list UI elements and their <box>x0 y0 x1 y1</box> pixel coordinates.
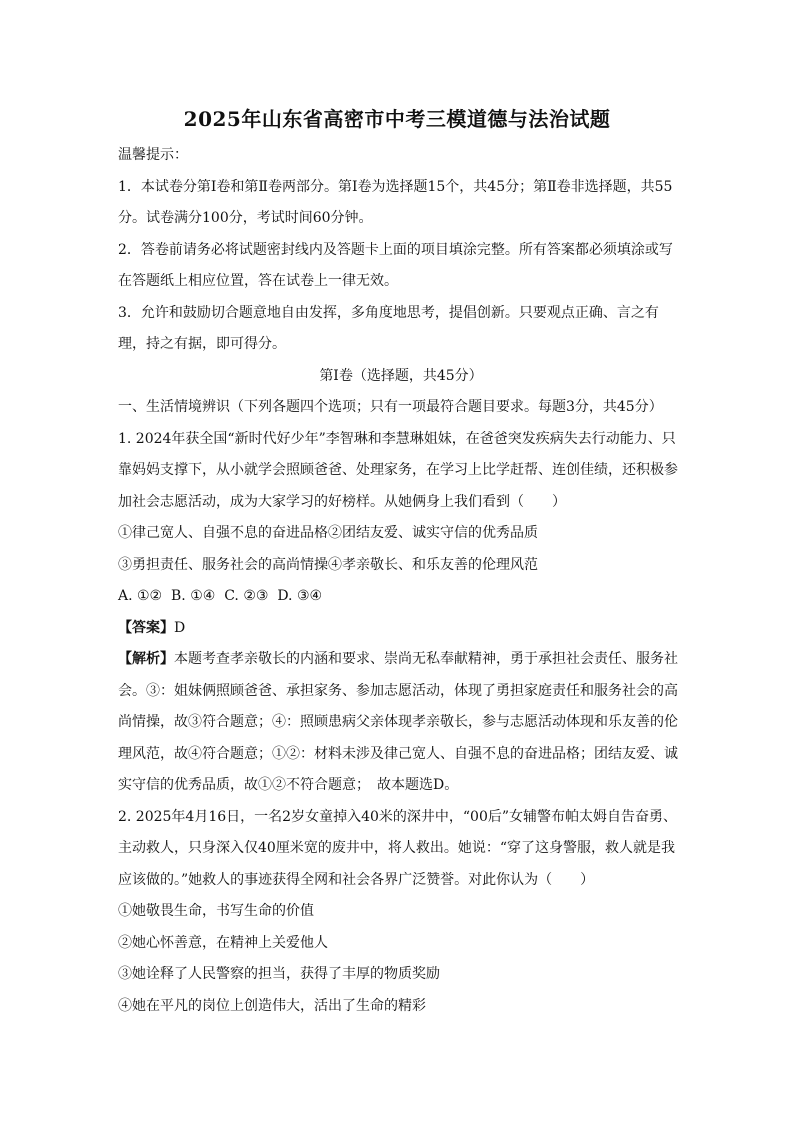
tip-item: 2．答卷前请务必将试题密封线内及答题卡上面的项目填涂完整。所有答案都必须填涂或写在答题纸上相应位置，答在试卷上一律无效。 <box>118 241 673 289</box>
question-1-stem: 1. 2024年获全国“新时代好少年”李智琳和李慧琳姐妹，在爸爸突发疾病失去行动能力、只靠妈妈支撑下，从小就学会照顾爸爸、处理家务，在学习上比学赶帮、连创佳绩，还积极参加社会志愿活动，成为大家学习的好榜样。从她俩身上我们看到（ ） <box>118 430 678 510</box>
analysis-label: 【解析】 <box>118 651 174 667</box>
question-1-answer <box>118 613 684 645</box>
section-title: 第Ⅰ卷（选择题，共45分） <box>319 367 483 384</box>
answer-value: D <box>174 619 186 636</box>
document-body <box>118 140 684 1022</box>
question-2-option: ①她敬畏生命，书写生命的价值 <box>118 903 314 919</box>
tip-item: 1．本试卷分第Ⅰ卷和第Ⅱ卷两部分。第Ⅰ卷为选择题15个，共45分；第Ⅱ卷非选择题，共55分。试卷满分100分，考试时间60分钟。 <box>118 178 673 226</box>
question-1-options-line: ③勇担责任、服务社会的高尚情操④孝亲敬长、和乐友善的伦理风范 <box>118 556 538 573</box>
question-1-options-line: ①律己宽人、自强不息的奋进品格②团结友爱、诚实守信的优秀品质 <box>118 525 538 541</box>
page-title: 2025年山东省高密市中考三模道德与法治试题 <box>183 107 611 131</box>
question-2-stem: 2. 2025年4月16日，一名2岁女童掉入40米的深井中，“00后”女辅警布帕太姆自告奋勇、主动救人，只身深入仅40厘米宽的废井中，将人救出。她说：“穿了这身警服，救人就是我应该做的。”她救人的事迹获得全网和社会各界广泛赞誉。对此你认为（ ） <box>118 808 678 888</box>
question-2-option: ②她心怀善意，在精神上关爱他人 <box>118 934 328 951</box>
question-1-choices: A. ①② B. ①④ C. ②③ D. ③④ <box>118 588 323 604</box>
analysis-text: 本题考查孝亲敬长的内涵和要求、崇尚无私奉献精神，勇于承担社会责任、服务社会。③：姐妹俩照顾爸爸、承担家务、参加志愿活动，体现了勇担家庭责任和服务社会的高尚情操，故③符合题意；④：照顾患病父亲体现孝亲敬长，参与志愿活动体现和乐友善的伦理风范，故④符合题意；①②：材料未涉及律己宽人、自强不息的奋进品格；团结友爱、诚实守信的优秀品质，故①②不符合题意； 故本题选D。 <box>118 651 678 793</box>
question-2-option: ④她在平凡的岗位上创造伟大，活出了生命的精彩 <box>118 997 426 1014</box>
tips-heading: 温馨提示： <box>118 147 188 163</box>
part-title: 一、生活情境辨识（下列各题四个选项；只有一项最符合题目要求。每题3分，共45分） <box>118 399 663 415</box>
question-2-option: ③她诠释了人民警察的担当，获得了丰厚的物质奖励 <box>118 966 440 982</box>
question-1-analysis <box>118 644 684 802</box>
answer-label: 【答案】 <box>118 619 174 636</box>
tip-item: 3．允许和鼓励切合题意地自由发挥，多角度地思考，提倡创新。只要观点正确、言之有理，持之有据，即可得分。 <box>118 304 659 352</box>
